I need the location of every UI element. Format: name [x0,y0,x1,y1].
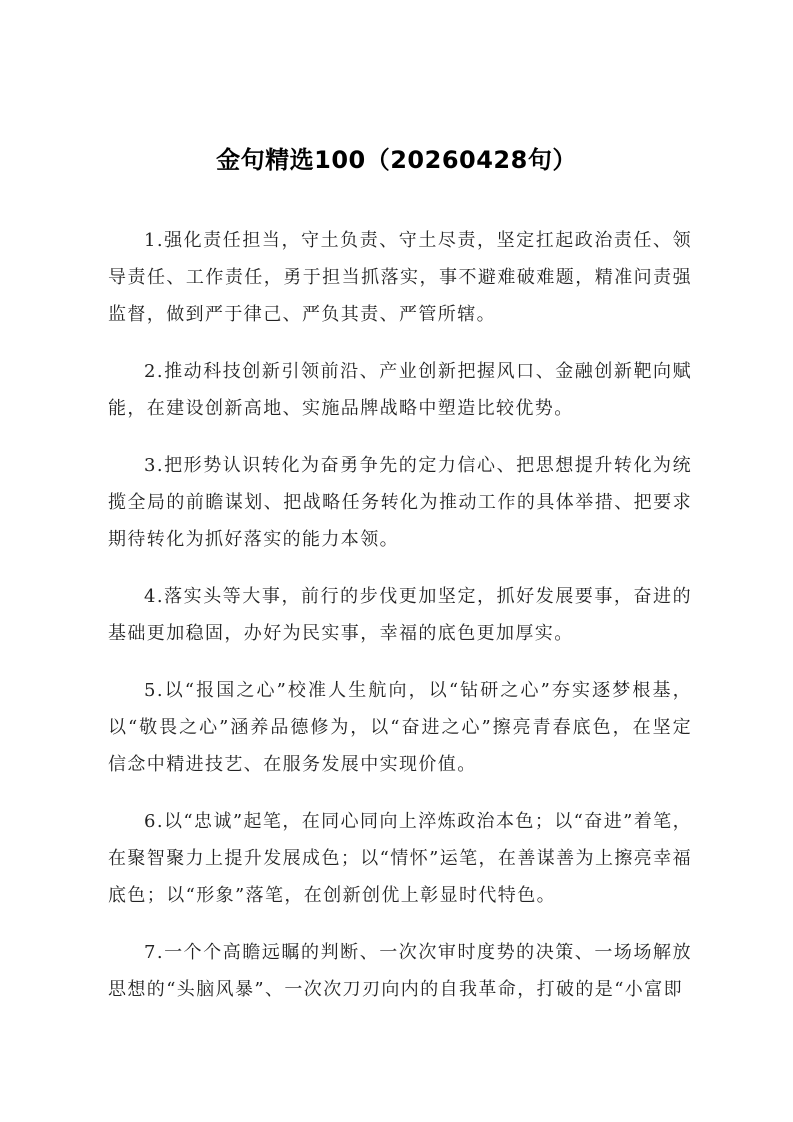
paragraph-4: 4.落实头等大事，前行的步伐更加坚定，抓好发展要事，奋进的基础更加稳固，办好为民实事，幸福的底色更加厚实。 [108,586,692,644]
paragraph-5: 5.以“报国之心”校准人生航向，以“钻研之心”夯实逐梦根基，以“敬畏之心”涵养品德修为，以“奋进之心”擦亮青春底色，在坚定信念中精进技艺、在服务发展中实现价值。 [108,680,692,775]
paragraph-1: 1.强化责任担当，守土负责、守土尽责，坚定扛起政治责任、领导责任、工作责任，勇于担当抓落实，事不避难破难题，精准问责强监督，做到严于律己、严负其责、严管所辖。 [108,230,692,325]
document-body [108,222,692,1028]
document-title: 金句精选100（20260428句） [216,146,577,174]
paragraph-6: 6.以“忠诚”起笔，在同心同向上淬炼政治本色；以“奋进”着笔，在聚智聚力上提升发展成色；以“情怀”运笔，在善谋善为上擦亮幸福底色；以“形象”落笔，在创新创优上彰显时代特色。 [108,811,692,906]
paragraph-3: 3.把形势认识转化为奋勇争先的定力信心、把思想提升转化为统揽全局的前瞻谋划、把战略任务转化为推动工作的具体举措、把要求期待转化为抓好落实的能力本领。 [108,455,692,550]
paragraph-7: 7.一个个高瞻远瞩的判断、一次次审时度势的决策、一场场解放思想的“头脑风暴”、一次次刀刃向内的自我革命，打破的是“小富即 [108,942,692,1000]
paragraph-2: 2.推动科技创新引领前沿、产业创新把握风口、金融创新靶向赋能，在建设创新高地、实施品牌战略中塑造比较优势。 [108,361,692,419]
